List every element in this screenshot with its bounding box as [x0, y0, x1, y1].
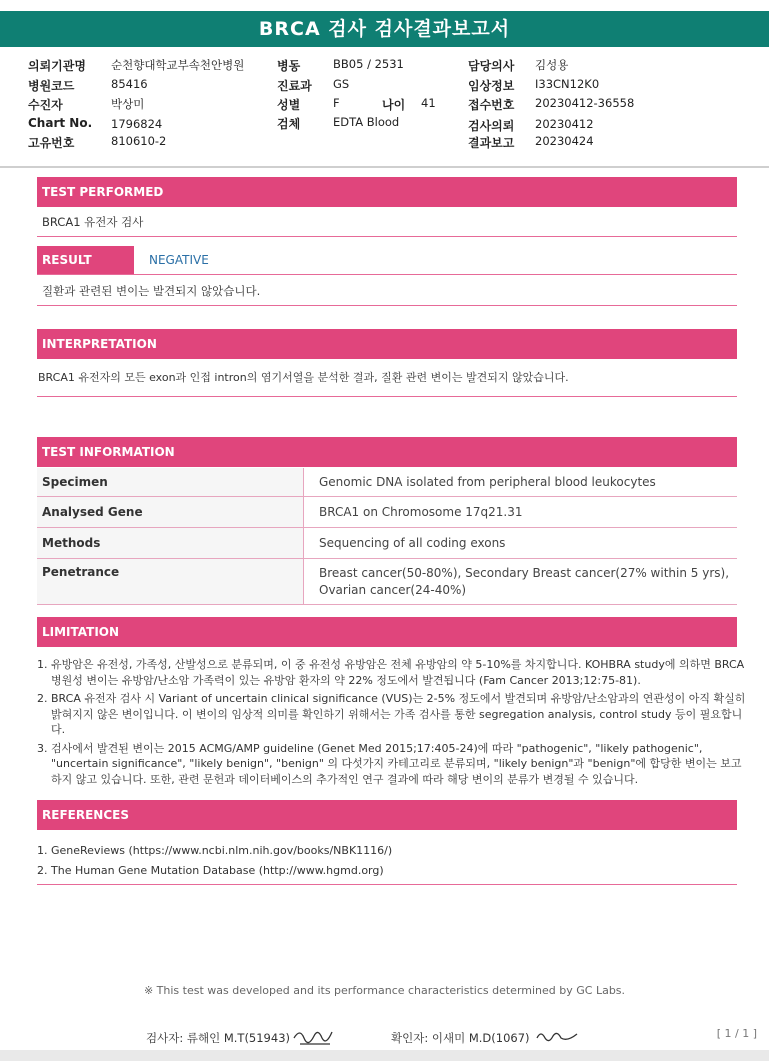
header-label: 담당의사: [468, 59, 515, 73]
row-key: Specimen: [37, 468, 304, 497]
test-information-table: [37, 468, 737, 605]
list-item: 1. GeneReviews (https://www.ncbi.nlm.nih.gov/books/NBK1116/): [51, 841, 749, 861]
header-label: 임상정보: [468, 79, 515, 93]
test-performed-heading: TEST PERFORMED: [37, 177, 737, 207]
result-note: 질환과 관련된 변이는 발견되지 않았습니다.: [42, 284, 261, 298]
interpretation-heading: INTERPRETATION: [37, 329, 737, 359]
header-value: 20230412: [535, 117, 594, 131]
header-value: GS: [333, 77, 350, 91]
divider: [37, 396, 737, 397]
row-key: Analysed Gene: [37, 497, 304, 528]
interpretation-text: BRCA1 유전자의 모든 exon과 인접 intron의 염기서열을 분석한 결과, 질환 관련 변이는 발견되지 않았습니다.: [38, 371, 569, 384]
header-value: 85416: [111, 77, 148, 91]
limitation-heading: LIMITATION: [37, 617, 737, 647]
page-indicator: [ 1 / 1 ]: [716, 1027, 757, 1040]
bottom-bar: [0, 1050, 769, 1061]
row-value: Breast cancer(50-80%), Secondary Breast cancer(27% within 5 yrs), Ovarian cancer(24-40%): [304, 559, 738, 605]
test-performed-value: BRCA1 유전자 검사: [42, 215, 144, 229]
header-value: EDTA Blood: [333, 115, 400, 129]
list-item: 1. 유방암은 유전성, 가족성, 산발성으로 분류되며, 이 중 유전성 유방암은 전체 유방암의 약 5-10%를 차지합니다. KOHBRA study에 의하면 BRCA 병원성 변이는 유방암/난소암 가족력이 있는 유방암 환자의 약 22% 정도에서 발견됩니다 (Fam Cancer 2013;12:75-81).: [51, 657, 749, 688]
header-label: 의뢰기관명: [28, 59, 86, 73]
row-value: Sequencing of all coding exons: [304, 528, 738, 559]
header-label: 진료과: [277, 79, 312, 93]
header-label: 검사의뢰: [468, 119, 515, 133]
limitation-list: [37, 657, 749, 790]
header-label: Chart No.: [28, 116, 93, 130]
confirmer-label: 확인자: 이새미 M.D(1067): [391, 1031, 530, 1045]
list-item: 2. BRCA 유전자 검사 시 Variant of uncertain clinical significance (VUS)는 2-5% 정도에서 발견되며 유방암/난소암과의 연관성이 아직 확실히 밝혀지지 않은 변이입니다. 이 변이의 임상적 의미를 확인하기 위해서는 가족 검사를 통한 segregation analysis, control study 등이 필요합니다.: [51, 691, 749, 738]
header-label: 검체: [277, 117, 301, 131]
header-value: F: [333, 96, 340, 110]
footer-note: ※ This test was developed and its performance characteristics determined by GC Labs.: [143, 984, 626, 997]
list-item: 3. 검사에서 발견된 변이는 2015 ACMG/AMP guideline (Genet Med 2015;17:405-24)에 따라 "pathogenic", "likely pathogenic", "uncertain significance", "likely benign", "benign" 의 다섯가지 카테고리로 분류되며, "likely benign"과 "benign"에 합당한 변이는 보고하지 않고 있습니다. 또한, 관련 문헌과 데이터베이스의 추가적인 연구 결과에 따라 해당 변이의 분류가 변경될 수 있습니다.: [51, 741, 749, 788]
header-label: 나이: [382, 98, 406, 112]
header-value: 1796824: [111, 117, 163, 131]
header-value: BB05 / 2531: [333, 57, 404, 71]
tester-signature-icon: [292, 1024, 342, 1048]
header-value: 20230412-36558: [535, 96, 635, 110]
confirmer-signature-icon: [535, 1028, 579, 1044]
divider: [37, 236, 737, 237]
references-heading: REFERENCES: [37, 800, 737, 830]
header-divider: [0, 166, 769, 168]
result-value: NEGATIVE: [134, 246, 737, 275]
header-value: 박상미: [111, 97, 145, 111]
header-value: 순천향대학교부속천안병원: [111, 58, 245, 72]
header-value: 810610-2: [111, 134, 167, 148]
header-value: 20230424: [535, 134, 594, 148]
header-label: 병동: [277, 59, 301, 73]
table-row: [37, 559, 737, 605]
row-value: BRCA1 on Chromosome 17q21.31: [304, 497, 738, 528]
table-row: [37, 497, 737, 528]
row-key: Penetrance: [37, 559, 304, 605]
references-list: [37, 841, 749, 881]
divider: [37, 884, 737, 885]
report-title: BRCA 검사 검사결과보고서: [0, 11, 769, 47]
divider: [37, 305, 737, 306]
header-value: 41: [421, 96, 436, 110]
tester-label: 검사자: 류해인 M.T(51943): [146, 1031, 290, 1045]
header-value: I33CN12K0: [535, 77, 600, 91]
row-value: Genomic DNA isolated from peripheral blood leukocytes: [304, 468, 738, 497]
header-label: 수진자: [28, 98, 63, 112]
result-heading: RESULT: [37, 246, 737, 275]
header-label: 접수번호: [468, 98, 515, 112]
table-row: [37, 528, 737, 559]
list-item: 2. The Human Gene Mutation Database (http://www.hgmd.org): [51, 861, 749, 881]
header-label: 결과보고: [468, 136, 515, 150]
header-label: 성별: [277, 98, 301, 112]
table-row: [37, 468, 737, 497]
header-value: 김성용: [535, 58, 569, 72]
divider: [37, 274, 737, 275]
test-information-heading: TEST INFORMATION: [37, 437, 737, 467]
header-label: 고유번호: [28, 136, 75, 150]
header-label: 병원코드: [28, 79, 75, 93]
row-key: Methods: [37, 528, 304, 559]
